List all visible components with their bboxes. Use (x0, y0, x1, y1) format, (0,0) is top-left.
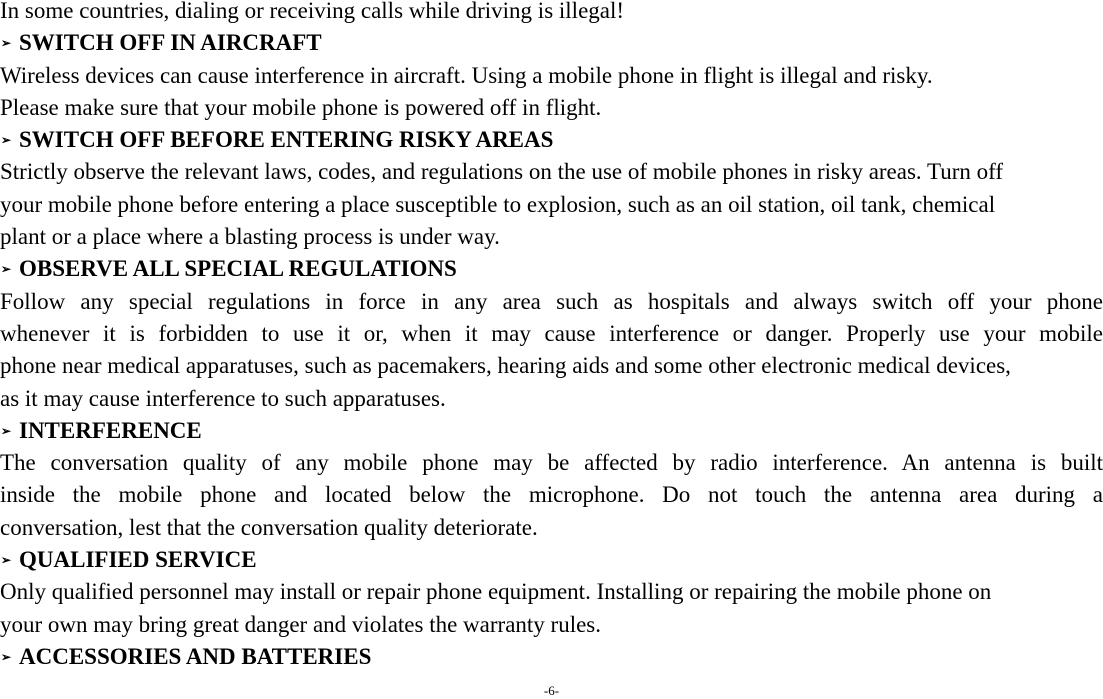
body-line: your own may bring great danger and violates the warranty rules. (0, 611, 601, 637)
heading-qualified-service (0, 544, 1103, 576)
heading-label: OBSERVE ALL SPECIAL REGULATIONS (19, 256, 457, 282)
heading-label: ACCESSORIES AND BATTERIES (19, 643, 372, 669)
heading-risky-areas (0, 124, 1103, 156)
body-line: conversation, lest that the conversation quality deteriorate. (0, 514, 538, 540)
heading-special-regulations (0, 253, 1103, 285)
heading-label: INTERFERENCE (19, 417, 202, 443)
heading-label: SWITCH OFF IN AIRCRAFT (19, 30, 322, 56)
body-line: whenever it is forbidden to use it or, when it may cause interference or danger. Properly use your mobile (0, 320, 1103, 346)
body-line: Strictly observe the relevant laws, codes, and regulations on the use of mobile phones in risky areas. Turn off (0, 159, 1004, 185)
page-number: -6- (543, 683, 560, 698)
driving-warning-text: In some countries, dialing or receiving calls while driving is illegal! (0, 0, 625, 23)
heading-accessories-and-batteries (0, 641, 1103, 673)
body-line: plant or a place where a blasting process is under way. (0, 224, 500, 250)
heading-switch-off-in-aircraft (0, 27, 1103, 59)
body-line: Please make sure that your mobile phone is powered off in flight. (0, 94, 602, 120)
arrow-bullet-icon: ➢ (1, 553, 12, 568)
heading-interference (0, 415, 1103, 447)
arrow-bullet-icon: ➢ (1, 36, 12, 51)
body-line: The conversation quality of any mobile phone may be affected by radio interference. An antenna is built (0, 450, 1103, 476)
body-line: inside the mobile phone and located below the microphone. Do not touch the antenna area during a (0, 482, 1103, 508)
arrow-bullet-icon: ➢ (1, 262, 12, 277)
arrow-bullet-icon: ➢ (1, 649, 12, 664)
arrow-bullet-icon: ➢ (1, 133, 12, 148)
heading-label: QUALIFIED SERVICE (19, 547, 257, 573)
body-line: Follow any special regulations in force in any area such as hospitals and always switch off your phone (0, 288, 1103, 314)
body-line: as it may cause interference to such apparatuses. (0, 385, 446, 411)
body-line: Wireless devices can cause interference in aircraft. Using a mobile phone in flight is illegal and risky. (0, 62, 933, 88)
body-line: your mobile phone before entering a place susceptible to explosion, such as an oil station, oil tank, chemical (0, 191, 996, 217)
body-line: phone near medical apparatuses, such as pacemakers, hearing aids and some other electronic medical devices, (0, 353, 1011, 379)
arrow-bullet-icon: ➢ (1, 423, 12, 438)
heading-label: SWITCH OFF BEFORE ENTERING RISKY AREAS (19, 127, 554, 153)
body-line: Only qualified personnel may install or repair phone equipment. Installing or repairing the mobile phone on (0, 579, 992, 605)
